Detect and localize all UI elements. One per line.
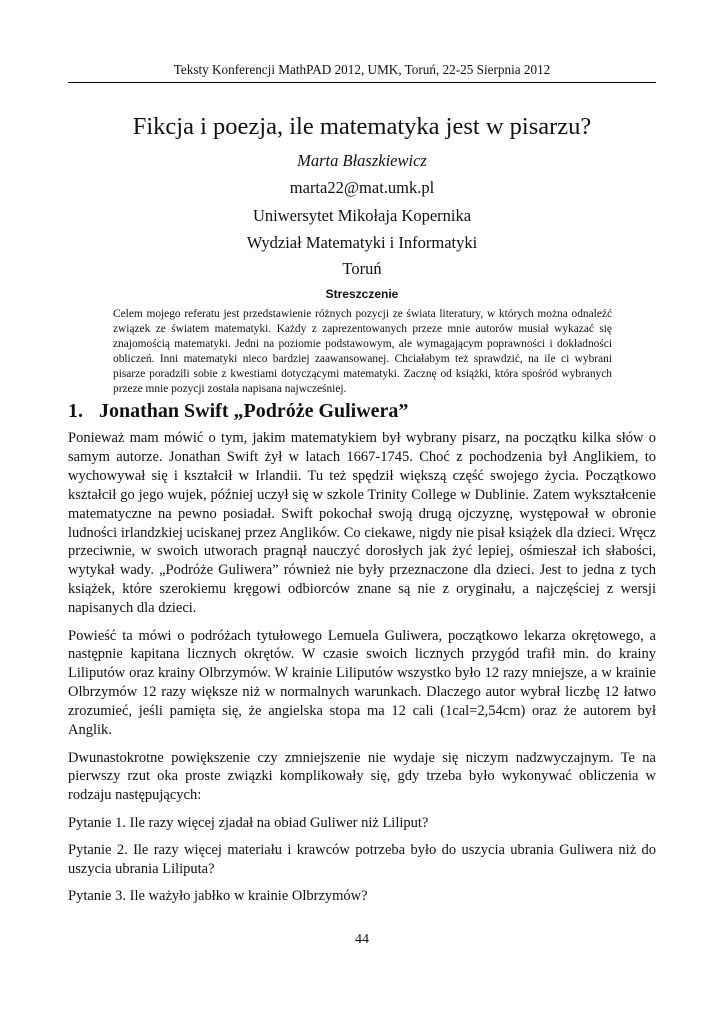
paragraph: Powieść ta mówi o podróżach tytułowego Lemuela Guliwera, początkowo lekarza okrętowego, a następnie kapitana licznych okrętów. W czasie swoich licznych przygód trafił min. do krainy Liliputów oraz krainy Olbrzymów. W krainie Liliputów wszystko było 12 razy mniejsze, a w krainie Olbrzymów 12 razy większe niż w normalnych warunkach. Dlaczego autor wybrał liczbę 12 łatwo zrozumieć, jeśli pamięta się, że angielska stopa ma 12 cali (1cal=2,54cm) oraz że autorem był Anglik. (68, 627, 656, 739)
abstract-heading: Streszczenie (325, 287, 399, 301)
question-1: Pytanie 1. Ile razy więcej zjadał na obiad Guliwer niż Liliput? (68, 814, 429, 831)
author-email: marta22@mat.umk.pl (289, 178, 435, 197)
section-number: 1. (68, 400, 83, 422)
question-3: Pytanie 3. Ile ważyło jabłko w krainie Olbrzymów? (68, 888, 368, 905)
page-number: 44 (355, 932, 369, 947)
section-title: Jonathan Swift „Podróże Guliwera” (99, 400, 409, 422)
running-header: Teksty Konferencji MathPAD 2012, UMK, Toruń, 22-25 Sierpnia 2012 (68, 62, 656, 83)
paragraph: Dwunastokrotne powiększenie czy zmniejszenie nie wydaje się niczym nadzwyczajnym. Te na pierwszy rzut oka proste związki komplikowały się, gdy trzeba było wykonywać obliczenia w rodzaju następujących: (68, 749, 656, 804)
author-name: Marta Błaszkiewicz (297, 151, 427, 170)
section-heading (68, 400, 408, 423)
author-department: Wydział Matematyki i Informatyki (246, 233, 478, 252)
abstract-text: Celem mojego referatu jest przedstawienie różnych pozycji ze świata literatury, w których można odnaleźć związek ze światem matematyki. Każdy z zaprezentowanych przeze mnie autorów musiał wykazać się znajomością matematyki. Jedni na poziomie podstawowym, ale wymagającym poprawności i dokładności obliczeń. Inni matematyki nieco bardziej zaawansowanej. Chciałabym też sprawdzić, na ile ci wybrani pisarze poradzili sobie z kwestiami dotyczącymi matematyki. Zacznę od książki, która spośród wybranych przeze mnie pozycji została napisana najwcześniej. (113, 308, 612, 395)
section-body (68, 429, 656, 915)
paper-title: Fikcja i poezja, ile matematyka jest w pisarzu? (132, 113, 592, 140)
author-city: Toruń (342, 259, 382, 278)
paragraph: Ponieważ mam mówić o tym, jakim matematykiem był wybrany pisarz, na początku kilka słów o samym autorze. Jonathan Swift żył w latach 1667-1745. Choć z pochodzenia był Anglikiem, to wychowywał się i kształcił w Irlandii. Tu też spędził większą część swojego życia. Początkowo kształcił go jego wujek, później uczył się w szkole Trinity College w Dublinie. Zatem wykształcenie matematyczne na pewno posiadał. Swift pokochał swoją drugą ojczyznę, występował w obronie ludności irlandzkiej uciskanej przez Anglików. Co ciekawe, nigdy nie pisał książek dla dzieci. Wręcz przeciwnie, w swoich utworach pragnął nauczyć dorosłych jak żyć lepiej, ośmieszał ich słabości, wytykał wady. „Podróże Guliwera” również nie były przeznaczone dla dzieci. Jest to jedna z tych książek, które szerokiemu kręgowi odbiorców znane są nie z oryginału, a najczęściej z wersji napisanych dla dzieci. (68, 430, 656, 617)
question-2: Pytanie 2. Ile razy więcej materiału i krawców potrzeba było do uszycia ubrania Guliwera niż do uszycia ubrania Liliputa? (68, 842, 656, 878)
author-university: Uniwersytet Mikołaja Kopernika (252, 206, 472, 225)
